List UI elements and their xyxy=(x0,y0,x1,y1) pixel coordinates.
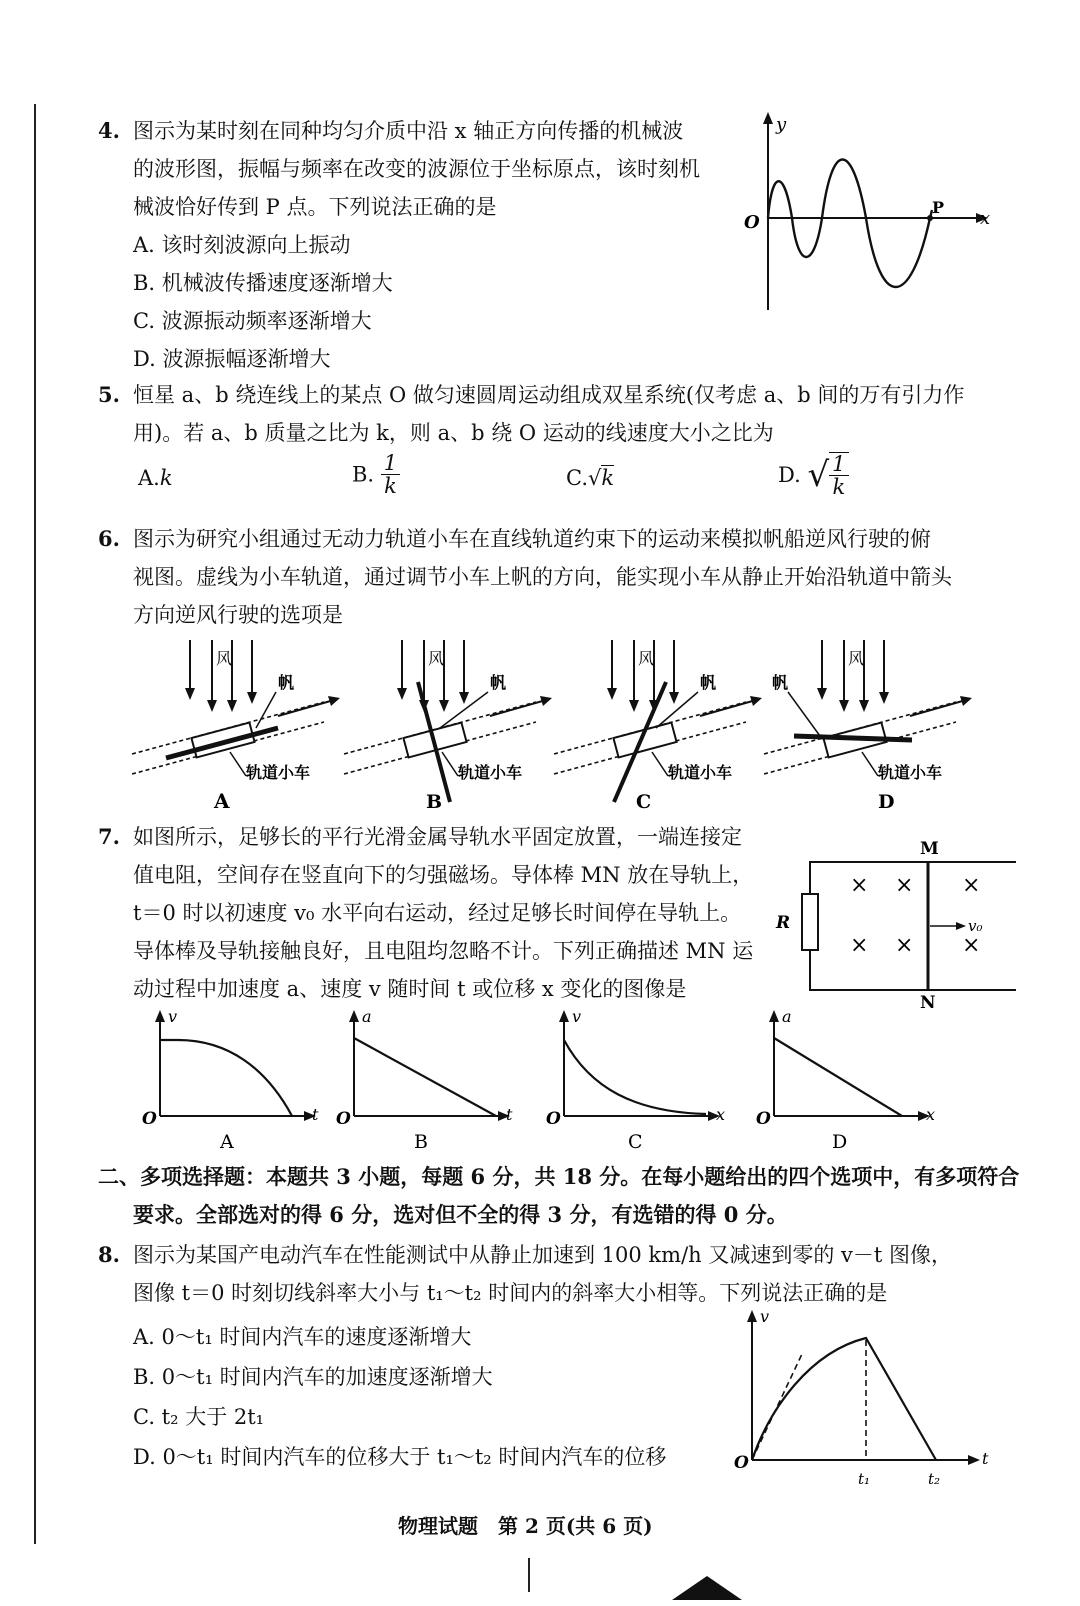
stem-line: 图示为研究小组通过无动力轨道小车在直线轨道约束下的运动来模拟帆船逆风行驶的俯 xyxy=(133,527,931,551)
svg-text:t: t xyxy=(982,1449,989,1468)
stem-line: 视图。虚线为小车轨道，通过调节小车上帆的方向，能实现小车从静止开始沿轨道中箭头 xyxy=(133,565,952,589)
corner-triangle xyxy=(672,1576,742,1600)
origin-label: O xyxy=(744,212,760,233)
stem-line: 的波形图，振幅与频率在改变的波源位于坐标原点，该时刻机 xyxy=(133,157,700,181)
stem-line: 方向逆风行驶的选项是 xyxy=(133,603,343,627)
svg-text:×: × xyxy=(962,933,981,958)
curve xyxy=(774,1038,902,1116)
direction-arrow xyxy=(278,700,334,716)
svg-text:×: × xyxy=(850,873,869,898)
option-c: C. t₂ 大于 2t₁ xyxy=(133,1405,265,1429)
stem-line: 用)。若 a、b 质量之比为 k，则 a、b 绕 O 运动的线速度大小之比为 xyxy=(133,421,774,445)
option-value: k xyxy=(159,466,173,490)
section-heading-line2: 要求。全部选对的得 6 分，选对但不全的得 3 分，有选错的得 0 分。 xyxy=(133,1202,788,1227)
svg-text:×: × xyxy=(895,933,914,958)
svg-text:x: x xyxy=(716,1105,726,1124)
svg-text:×: × xyxy=(850,933,869,958)
binding-margin-line xyxy=(34,104,36,1544)
sail-label: 帆 xyxy=(278,673,295,692)
svg-text:×: × xyxy=(962,873,981,898)
stem-line: 械波恰好传到 P 点。下列说法正确的是 xyxy=(133,195,497,219)
svg-text:t: t xyxy=(312,1105,319,1124)
question-number: 4. xyxy=(98,118,120,143)
vt-figure xyxy=(730,1308,1010,1498)
svg-text:v: v xyxy=(760,1307,770,1326)
label-v0: v₀ xyxy=(968,917,983,935)
stem-line: 如图所示，足够长的平行光滑金属导轨水平固定放置，一端连接定 xyxy=(133,825,742,849)
svg-text:x: x xyxy=(926,1105,936,1124)
wind-label: 风 xyxy=(428,649,445,668)
denominator: k xyxy=(384,474,397,498)
option-letter: A. xyxy=(138,466,160,490)
sail-label: 帆 xyxy=(700,673,717,692)
svg-text:a: a xyxy=(782,1007,792,1026)
curve xyxy=(354,1038,496,1116)
car-label: 轨道小车 xyxy=(458,763,523,782)
option-letter: D. xyxy=(778,463,801,487)
wave-curve xyxy=(768,160,932,288)
axis-label-y: y xyxy=(776,114,787,135)
svg-text:×: × xyxy=(895,873,914,898)
option-d: D. 波源振幅逐渐增大 xyxy=(133,347,331,371)
sail-figure-b xyxy=(340,636,560,816)
numerator: 1 xyxy=(381,452,400,475)
option-label: D xyxy=(832,1131,848,1153)
graph-b xyxy=(332,1008,522,1158)
option-a: A. 该时刻波源向上振动 xyxy=(133,233,351,257)
sail xyxy=(794,736,912,740)
option-d xyxy=(778,452,849,498)
option-value: k xyxy=(601,466,615,490)
label-n: N xyxy=(920,993,936,1013)
label-r: R xyxy=(776,913,791,933)
numerator: 1 xyxy=(829,453,848,476)
option-c xyxy=(566,466,614,490)
axis-label-x: x xyxy=(980,208,991,229)
graph-d xyxy=(752,1008,952,1158)
svg-text:O: O xyxy=(546,1109,561,1129)
question-number: 7. xyxy=(98,824,120,849)
option-c: C. 波源振动频率逐渐增大 xyxy=(133,309,372,333)
stem-line: 图示为某时刻在同种均匀介质中沿 x 轴正方向传播的机械波 xyxy=(133,119,684,143)
option-label: C xyxy=(636,791,652,813)
question-number: 8. xyxy=(98,1242,120,1267)
wind-label: 风 xyxy=(638,649,655,668)
y-arrow xyxy=(763,112,773,124)
option-b: B. 0～t₁ 时间内汽车的加速度逐渐增大 xyxy=(133,1365,493,1389)
option-label: B xyxy=(414,1131,428,1153)
binding-mark xyxy=(528,1558,530,1592)
fraction xyxy=(829,452,848,498)
question-number: 6. xyxy=(98,526,120,551)
sail-figure-d xyxy=(760,636,990,816)
svg-text:t: t xyxy=(506,1105,513,1124)
sqrt-sign: √ xyxy=(807,455,830,495)
circuit-figure xyxy=(776,838,1016,1013)
label-t1: t₁ xyxy=(858,1470,871,1488)
svg-text:O: O xyxy=(142,1109,157,1129)
graph-c xyxy=(542,1008,732,1158)
option-a xyxy=(138,466,173,490)
point-p-label: P xyxy=(932,198,945,217)
label-t2: t₂ xyxy=(928,1470,941,1488)
vt-curve xyxy=(752,1338,936,1460)
magnetic-field-crosses xyxy=(850,873,980,958)
car-label: 轨道小车 xyxy=(246,763,311,782)
sail-label: 帆 xyxy=(490,673,507,692)
svg-text:v: v xyxy=(168,1007,178,1026)
stem-line: t＝0 时以初速度 v₀ 水平向右运动，经过足够长时间停在导轨上。 xyxy=(133,901,742,925)
sqrt-sign: √ xyxy=(588,466,602,490)
svg-text:O: O xyxy=(336,1109,351,1129)
page-footer: 物理试题 第 2 页(共 6 页) xyxy=(398,1514,653,1538)
denominator: k xyxy=(832,475,846,499)
wind-label: 风 xyxy=(848,649,865,668)
sail-figure-c xyxy=(550,636,770,816)
option-d: D. 0～t₁ 时间内汽车的位移大于 t₁～t₂ 时间内汽车的位移 xyxy=(133,1445,667,1469)
label-m: M xyxy=(920,839,939,859)
option-letter: C. xyxy=(566,466,588,490)
option-b xyxy=(352,452,400,497)
stem-line: 值电阻，空间存在竖直向下的匀强磁场。导体棒 MN 放在导轨上， xyxy=(133,863,754,887)
curve xyxy=(160,1040,292,1116)
wave-figure xyxy=(740,110,1010,320)
stem-line: 图示为某国产电动汽车在性能测试中从静止加速到 100 km/h 又减速到零的 v－t 图像， xyxy=(133,1243,952,1267)
option-label: A xyxy=(214,789,230,813)
car-label: 轨道小车 xyxy=(878,763,943,782)
stem-line: 恒星 a、b 绕连线上的某点 O 做匀速圆周运动组成双星系统(仅考虑 a、b 间的万有引力作 xyxy=(133,383,965,407)
option-letter: B. xyxy=(352,462,375,487)
stem-line: 图像 t＝0 时刻切线斜率大小与 t₁～t₂ 时间内的斜率大小相等。下列说法正确的是 xyxy=(133,1281,888,1305)
svg-text:v: v xyxy=(572,1007,582,1026)
svg-text:a: a xyxy=(362,1007,372,1026)
section-heading: 二、多项选择题：本题共 3 小题，每题 6 分，共 18 分。在每小题给出的四个选项中，有多项符合 xyxy=(98,1164,1020,1189)
stem-line: 导体棒及导轨接触良好，且电阻均忽略不计。下列正确描述 MN 运 xyxy=(133,939,754,963)
option-label: D xyxy=(878,791,895,813)
option-label: C xyxy=(628,1131,643,1153)
option-label: B xyxy=(426,791,443,813)
resistor xyxy=(802,894,818,950)
wind-label: 风 xyxy=(216,649,233,668)
sail-label: 帆 xyxy=(772,673,789,692)
svg-text:O: O xyxy=(734,1453,749,1473)
car-label: 轨道小车 xyxy=(668,763,733,782)
sail-figure-a xyxy=(128,636,348,816)
option-label: A xyxy=(220,1131,234,1153)
curve xyxy=(564,1040,706,1114)
svg-text:O: O xyxy=(756,1109,771,1129)
car-body xyxy=(191,723,254,758)
stem-line: 动过程中加速度 a、速度 v 随时间 t 或位移 x 变化的图像是 xyxy=(133,977,687,1001)
graph-a xyxy=(138,1008,328,1158)
option-a: A. 0～t₁ 时间内汽车的速度逐渐增大 xyxy=(133,1325,472,1349)
question-number: 5. xyxy=(98,382,120,407)
option-b: B. 机械波传播速度逐渐增大 xyxy=(133,271,393,295)
fraction xyxy=(381,452,400,497)
